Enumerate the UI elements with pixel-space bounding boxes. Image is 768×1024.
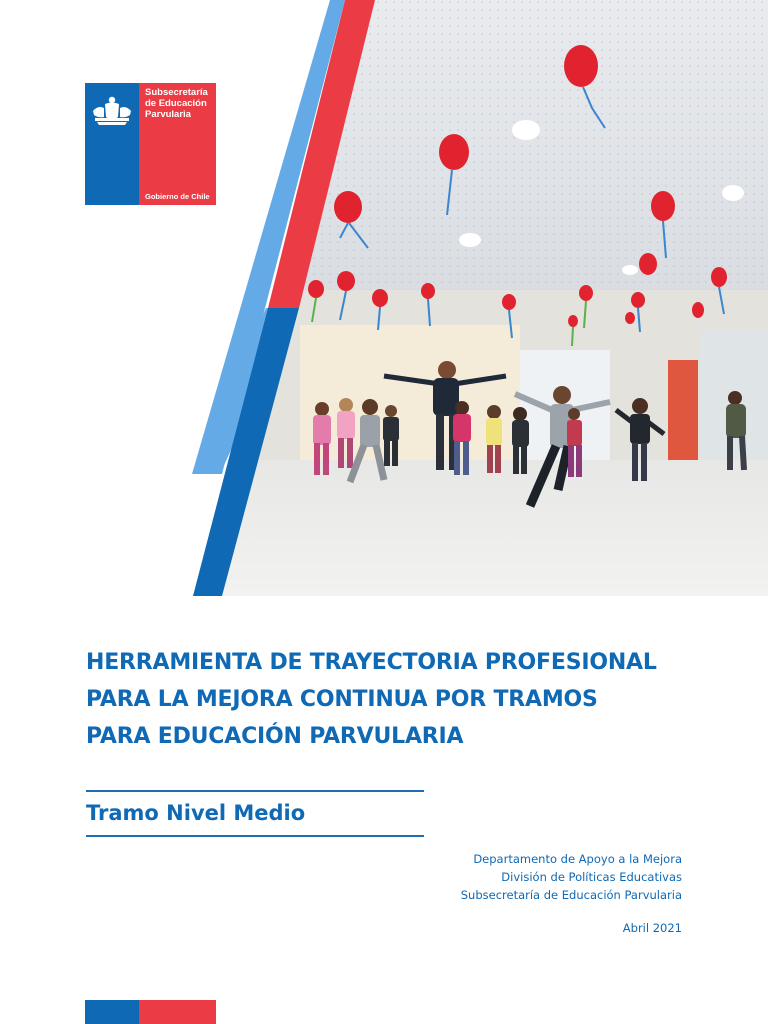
department-line-3: Subsecretaría de Educación Parvularia — [460, 888, 682, 902]
department-line-1: Departamento de Apoyo a la Mejora — [473, 852, 682, 866]
logo-government-text: Gobierno de Chile — [145, 192, 210, 201]
institution-logo — [85, 83, 216, 205]
footer-bar-blue — [85, 1000, 139, 1024]
document-subtitle: Tramo Nivel Medio — [86, 801, 306, 825]
document-title — [86, 644, 657, 755]
title-line-1: HERRAMIENTA DE TRAYECTORIA PROFESIONAL — [86, 650, 657, 675]
title-line-2: PARA LA MEJORA CONTINUA POR TRAMOS — [86, 687, 598, 712]
subtitle-top-rule — [86, 790, 424, 792]
department-line-2: División de Políticas Educativas — [501, 870, 682, 884]
logo-text-line-1: Subsecretaría — [145, 87, 208, 98]
logo-blue-block — [85, 83, 139, 205]
title-line-3: PARA EDUCACIÓN PARVULARIA — [86, 724, 464, 749]
logo-text-line-2: de Educación — [145, 98, 207, 109]
coat-of-arms-icon — [85, 87, 139, 131]
department-block — [461, 850, 682, 904]
publication-date: Abril 2021 — [622, 921, 682, 935]
footer-bar-red — [139, 1000, 216, 1024]
subtitle-bottom-rule — [86, 835, 424, 837]
logo-text-line-3: Parvularia — [145, 109, 191, 120]
